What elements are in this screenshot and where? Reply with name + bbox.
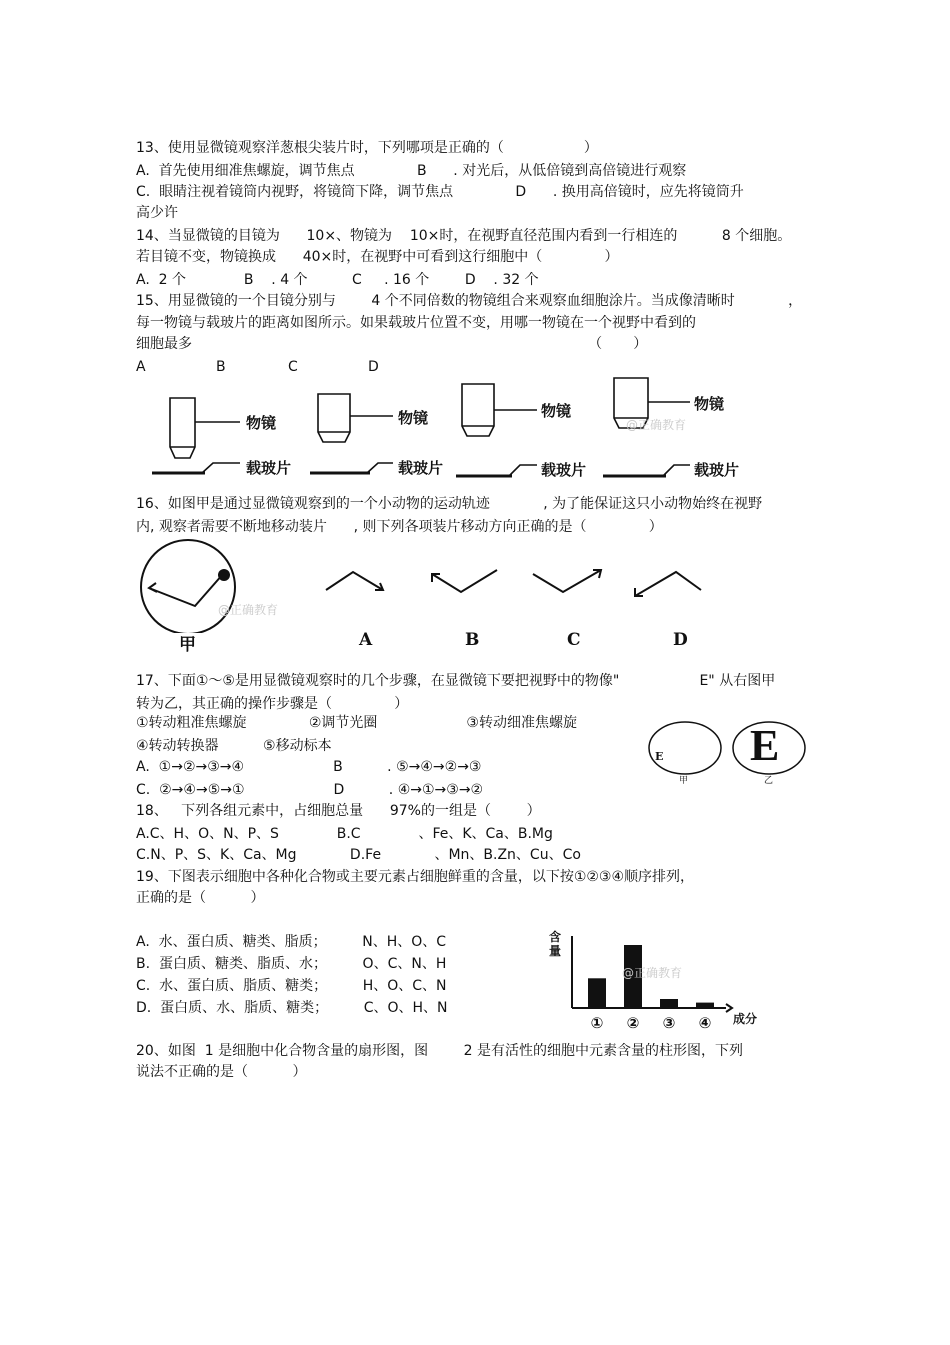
q16-stem-cont: 内, 观察者需要不断地移动装片 , 则下列各项装片移动方向正确的是（ ） <box>136 519 663 535</box>
objective-label-a: 物镜 <box>246 414 277 432</box>
animal-dot <box>218 569 230 581</box>
fig-label-jia: 甲 <box>179 635 196 655</box>
watermark: @正确教育 <box>218 603 279 617</box>
q13-stem: 13、使用显微镜观察洋葱根尖装片时，下列哪项是正确的（ ） <box>136 140 598 156</box>
direction-c <box>533 570 601 592</box>
q13-option-ab: A. 首先使用细准焦螺旋，调节焦点 B . 对光后，从低倍镜到高倍镜进行观察 <box>136 163 687 179</box>
view-jia <box>649 722 721 774</box>
slide-label-b: 载玻片 <box>398 459 444 477</box>
q19-stem-cont: 正确的是（ ） <box>136 890 265 906</box>
fig-label-jia-17: 甲 <box>679 776 689 786</box>
q15-choice-b: B <box>216 359 226 375</box>
q18-options-2: C.N、P、S、K、Ca、Mg D.Fe 、Mn、B.Zn、Cu、Co <box>136 847 581 863</box>
direction-b <box>432 570 497 592</box>
objective-label-d: 物镜 <box>694 395 725 413</box>
fig-label-yi-17: 乙 <box>764 776 774 786</box>
q14-stem-cont: 若目镜不变，物镜换成 40×时，在视野中可看到这行细胞中（ ） <box>136 249 619 265</box>
q17-stem: 17、下面①～⑤是用显微镜观察时的几个步骤，在显微镜下要把视野中的物像" E" 从右图甲 <box>136 673 776 689</box>
bar-3 <box>660 999 678 1008</box>
x-tick-label-1: ① <box>590 1014 604 1032</box>
q15-choice-d: D <box>368 359 379 375</box>
q17-option-ab: A. ①→②→③→④ B . ⑤→④→②→③ <box>136 759 482 775</box>
q13-option-cd-cont: 高少许 <box>136 205 178 221</box>
chart-x-label: 成分 <box>733 1012 758 1026</box>
objective-label-c: 物镜 <box>541 402 572 420</box>
q14-options: A. 2 个 B . 4 个 C . 16 个 D . 32 个 <box>136 272 539 288</box>
slide-label-d: 载玻片 <box>694 461 740 479</box>
fig-label-b: B <box>465 630 480 650</box>
x-tick-label-4: ④ <box>698 1014 712 1032</box>
q17-steps-2: ④转动转换器 ⑤移动标本 <box>136 738 332 754</box>
q13-option-cd: C. 眼睛注视着镜筒内视野，将镜筒下降，调节焦点 D . 换用高倍镜时，应先将镜筒升 <box>136 184 744 200</box>
fig-label-c: C <box>567 630 581 650</box>
q18-stem: 18、 下列各组元素中，占细胞总量 97%的一组是（ ） <box>136 803 541 819</box>
slide-label-a: 载玻片 <box>246 459 292 477</box>
q19-option-c: C. 水、蛋白质、脂质、糖类； H、O、C、N <box>136 978 447 994</box>
x-tick-label-2: ② <box>626 1014 640 1032</box>
big-e-letter: E <box>750 721 780 770</box>
q15-stem-cont: 每一物镜与载玻片的距离如图所示。如果载玻片位置不变，用哪一物镜在一个视野中看到的 <box>136 315 696 331</box>
q15-choice-a: A <box>136 359 146 375</box>
objective-c-shape <box>462 384 494 436</box>
q20-stem-cont: 说法不正确的是（ ） <box>136 1064 307 1080</box>
movement-trajectory-figure <box>135 538 715 633</box>
q15-stem: 15、用显微镜的一个目镜分别与 4 个不同倍数的物镜组合来观察血细胞涂片。当成像清晰时 ， <box>136 293 803 309</box>
small-e-letter: E <box>655 750 664 763</box>
chart-y-label: 含量 <box>549 930 562 958</box>
q18-options-1: A.C、H、O、N、P、S B.C 、Fe、K、Ca、B.Mg <box>136 826 553 842</box>
objective-b-shape <box>318 394 350 442</box>
fig-label-a: A <box>359 630 373 650</box>
bar-4 <box>696 1003 714 1008</box>
x-tick-label-3: ③ <box>662 1014 676 1032</box>
objective-a-shape <box>170 398 195 458</box>
watermark: @正确教育 <box>622 966 683 980</box>
e-image-figure <box>645 720 810 784</box>
objective-label-b: 物镜 <box>398 409 429 427</box>
q19-option-d: D. 蛋白质、水、脂质、糖类； C、O、H、N <box>136 1000 448 1016</box>
q15-stem-cont2: 细胞最多 （ ） <box>136 336 648 352</box>
q17-stem-cont: 转为乙，其正确的操作步骤是（ ） <box>136 696 409 712</box>
q19-stem: 19、下图表示细胞中各种化合物或主要元素占细胞鲜重的含量，以下按①②③④顺序排列， <box>136 869 695 885</box>
trajectory-path <box>149 574 223 606</box>
field-of-view-circle <box>141 540 235 633</box>
direction-d <box>635 572 701 596</box>
q17-option-cd: C. ②→④→⑤→① D . ④→①→③→② <box>136 782 484 798</box>
q17-steps-1: ①转动粗准焦螺旋 ②调节光圈 ③转动细准焦螺旋 <box>136 715 577 731</box>
direction-a <box>326 572 383 590</box>
bar-1 <box>588 978 606 1008</box>
q20-stem: 20、如图 1 是细胞中化合物含量的扇形图，图 2 是有活性的细胞中元素含量的柱形图，下列 <box>136 1043 744 1059</box>
x-axis-arrow <box>726 1004 732 1012</box>
fig-label-d: D <box>673 630 688 650</box>
slide-label-c: 载玻片 <box>541 461 587 479</box>
q19-option-a: A. 水、蛋白质、糖类、脂质； N、H、O、C <box>136 934 447 950</box>
q19-option-b: B. 蛋白质、糖类、脂质、水； O、C、N、H <box>136 956 447 972</box>
q15-choice-c: C <box>288 359 298 375</box>
q16-stem: 16、如图甲是通过显微镜观察到的一个小动物的运动轨迹 , 为了能保证这只小动物始终在视野 <box>136 496 763 512</box>
q14-stem: 14、当显微镜的目镜为 10×、物镜为 10×时，在视野直径范围内看到一行相连的 8 个细胞。 <box>136 228 792 244</box>
watermark: @正确教育 <box>626 418 687 432</box>
